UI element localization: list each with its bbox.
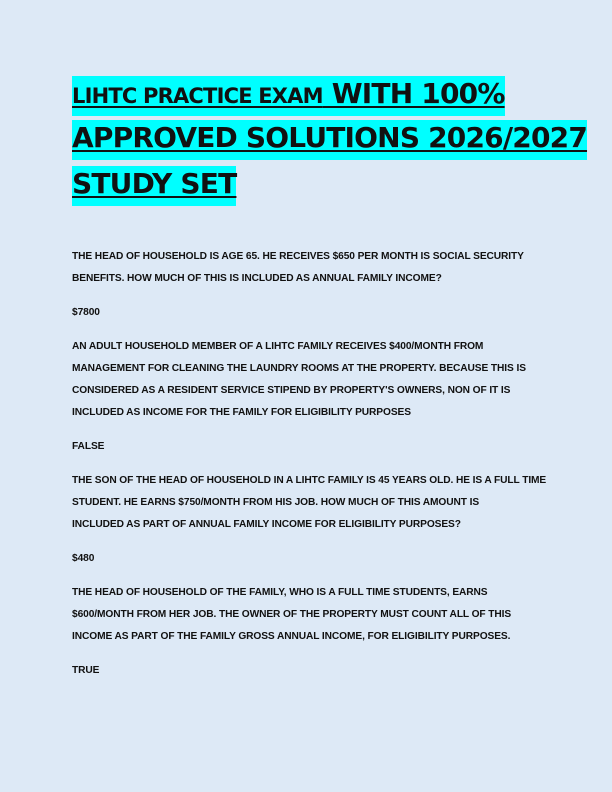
question-1 (72, 246, 542, 290)
question-line: BENEFITS. HOW MUCH OF THIS IS INCLUDED AS ANNUAL FAMILY INCOME? (72, 273, 442, 284)
question-line: THE HEAD OF HOUSEHOLD IS AGE 65. HE RECEIVES $650 PER MONTH IS SOCIAL SECURITY (72, 251, 524, 262)
question-line: THE SON OF THE HEAD OF HOUSEHOLD IN A LIHTC FAMILY IS 45 YEARS OLD. HE IS A FULL TIME (72, 475, 547, 486)
question-line: STUDENT. HE EARNS $750/MONTH FROM HIS JOB. HOW MUCH OF THIS AMOUNT IS (72, 497, 480, 508)
question-line: INCLUDED AS PART OF ANNUAL FAMILY INCOME FOR ELIGIBILITY PURPOSES? (72, 519, 461, 530)
answer-1: $7800 (72, 307, 100, 318)
title-line-1-small: LIHTC PRACTICE EXAM (72, 84, 323, 108)
answer-4: TRUE (72, 665, 100, 676)
question-line: INCLUDED AS INCOME FOR THE FAMILY FOR ELIGIBILITY PURPOSES (72, 407, 411, 418)
question-line: AN ADULT HOUSEHOLD MEMBER OF A LIHTC FAMILY RECEIVES $400/MONTH FROM (72, 341, 484, 352)
question-line: THE HEAD OF HOUSEHOLD OF THE FAMILY, WHO IS A FULL TIME STUDENTS, EARNS (72, 587, 488, 598)
title-line-1-big: WITH 100% (322, 77, 505, 110)
answer-2: FALSE (72, 441, 105, 452)
title-line-3: STUDY SET (72, 166, 236, 206)
question-line: MANAGEMENT FOR CLEANING THE LAUNDRY ROOMS AT THE PROPERTY. BECAUSE THIS IS (72, 363, 526, 374)
question-4 (72, 582, 542, 648)
question-line: INCOME AS PART OF THE FAMILY GROSS ANNUAL INCOME, FOR ELIGIBILITY PURPOSES. (72, 631, 511, 642)
question-2 (72, 336, 542, 424)
title-line-2: APPROVED SOLUTIONS 2026/2027 (72, 120, 587, 160)
question-3 (72, 470, 547, 536)
title-line-1 (72, 76, 505, 116)
question-line: CONSIDERED AS A RESIDENT SERVICE STIPEND BY PROPERTY'S OWNERS, NON OF IT IS (72, 385, 511, 396)
answer-3: $480 (72, 553, 95, 564)
question-line: $600/MONTH FROM HER JOB. THE OWNER OF THE PROPERTY MUST COUNT ALL OF THIS (72, 609, 512, 620)
